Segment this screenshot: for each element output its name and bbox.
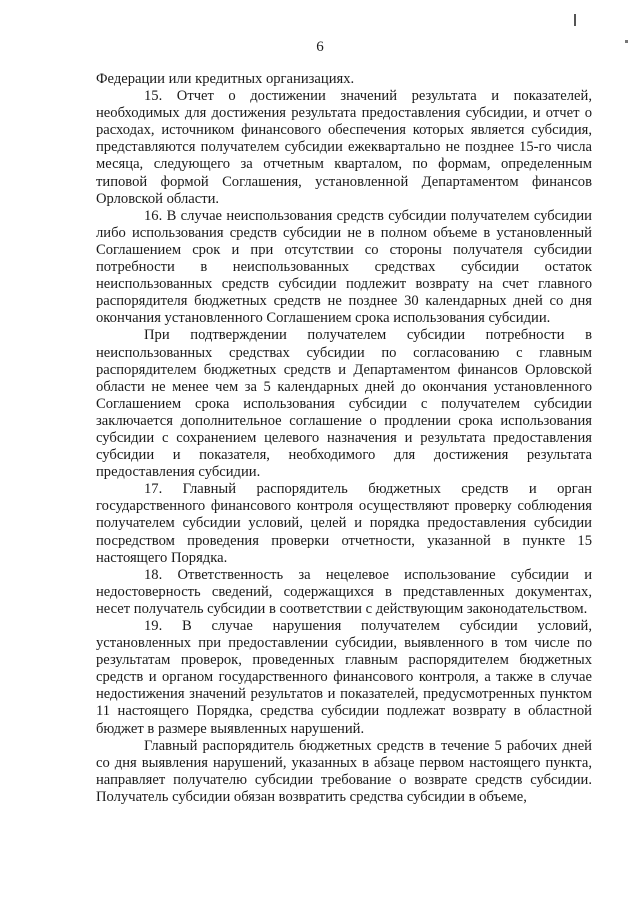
page-number: 6 bbox=[316, 39, 324, 55]
paragraph-item-15: 15. Отчет о достижении значений результата и показателей, необходимых для достижения результата предоставления субсидии, и отчет о расходах, источником финансового обеспечения которых является субсидия, представляются получателем субсидии ежеквартально не позднее 15-го числа месяца, следующего за отчетным кварталом, по формам, определенным типовой формой Соглашения, установленной Департаментом финансов Орловской области. bbox=[96, 88, 592, 207]
paragraph-item-18: 18. Ответственность за нецелевое использование субсидии и недостоверность сведений, содержащихся в представленных документах, несет получатель субсидии в соответствии с действующим законодательством. bbox=[96, 566, 592, 617]
paragraph-item-19-return: Главный распорядитель бюджетных средств в течение 5 рабочих дней со дня выявления нарушений, указанных в абзаце первом настоящего пункта, направляет получателю субсидии требование о возврате средств субсидии. Получатель субсидии обязан возвратить средства субсидии в объеме, bbox=[96, 737, 592, 805]
paragraph-item-16-extension: При подтверждении получателем субсидии потребности в неиспользованных средствах субсидии по согласованию с главным распорядителем бюджетных средств и Департаментом финансов Орловской области не менее чем за 5 календарных дней до окончания установленного Соглашением срока использования субсидии с получателем субсидии заключается дополнительное соглашение о продлении срока использования субсидии с сохранением целевого назначения и результата предоставления субсидии и показателя, необходимого для достижения результата предоставления субсидии. bbox=[96, 327, 592, 481]
paragraph-item-17: 17. Главный распорядитель бюджетных средств и орган государственного финансового контроля осуществляют проверку соблюдения получателем субсидии условий, целей и порядка предоставления субсидии посредством проведения проверки отчетности, указанной в пункте 15 настоящего Порядка. bbox=[96, 481, 592, 566]
paragraph-item-16: 16. В случае неиспользования средств субсидии получателем субсидии либо использования средств субсидии не в полном объеме в установленный Соглашением срок и при отсутствии со стороны получателя субсидии потребности в неиспользованных средствах субсидии остаток неиспользованных средств субсидии подлежит возврату на счет главного распорядителя бюджетных средств не позднее 30 календарных дней со дня окончания установленного Соглашением срока использования субсидии. bbox=[96, 207, 592, 327]
paragraph-item-19: 19. В случае нарушения получателем субсидии условий, установленных при предоставлении субсидии, выявленного в том числе по результатам проверок, проведенных главным распорядителем бюджетных средств и органом государственного финансового контроля, а также в случае недостижения значений результатов и показателей, предусмотренных пунктом 11 настоящего Порядка, средства субсидии подлежат возврату в областной бюджет в размере выявленных нарушений. bbox=[96, 618, 592, 737]
document-body bbox=[96, 71, 592, 806]
paragraph-continuation: Федерации или кредитных организациях. bbox=[96, 71, 355, 87]
scan-mark bbox=[574, 14, 576, 26]
